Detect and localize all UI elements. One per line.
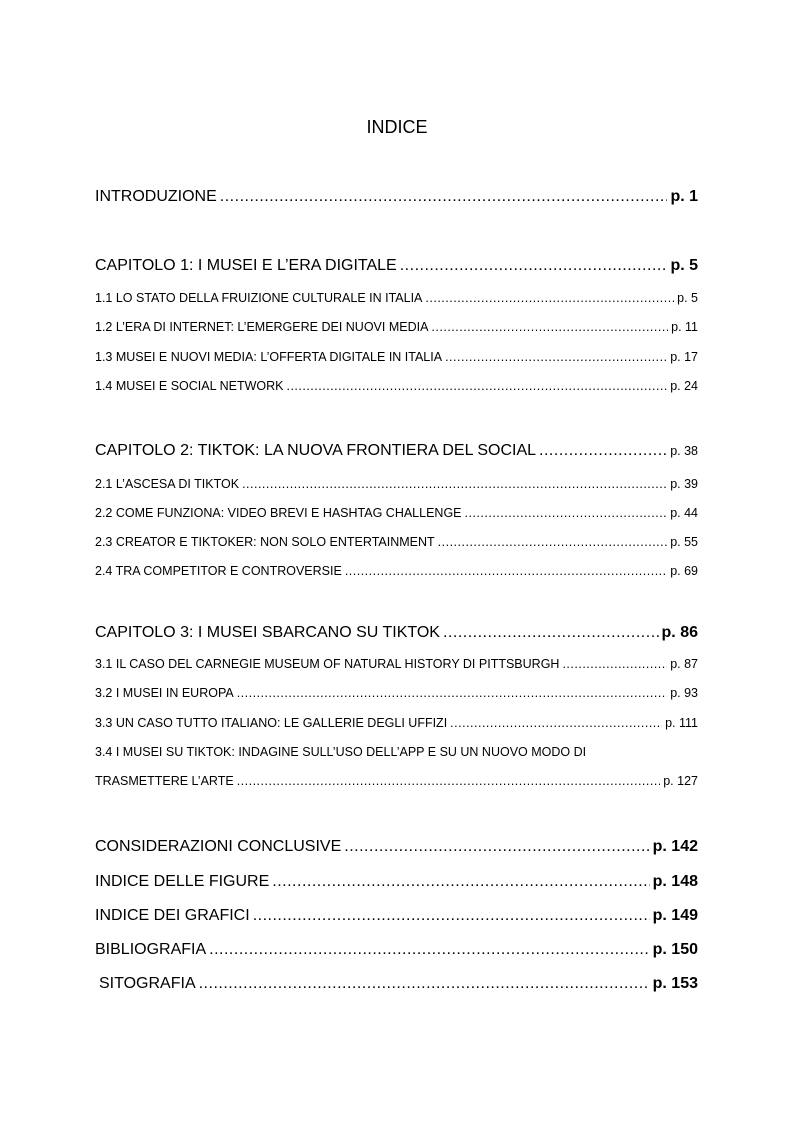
- toc-entry-page: p. 38: [670, 444, 698, 458]
- toc-entry-label: INDICE DEI GRAFICI: [95, 907, 250, 924]
- toc-entry-section-2-2[interactable]: [95, 506, 698, 524]
- dot-leader: [237, 774, 661, 788]
- toc-entry-label: 1.3 MUSEI E NUOVI MEDIA: L’OFFERTA DIGITALE IN ITALIA: [95, 350, 443, 364]
- page-title: INDICE: [366, 117, 428, 137]
- toc-entry-considerazioni[interactable]: [95, 838, 698, 860]
- toc-entry-label: CAPITOLO 1: I MUSEI E L’ERA DIGITALE: [95, 257, 397, 274]
- toc-entry-sitografia[interactable]: [99, 975, 698, 997]
- dot-leader: [562, 657, 667, 671]
- toc-entry-section-1-2[interactable]: [95, 320, 698, 338]
- dot-leader: [209, 941, 650, 959]
- dot-leader: [286, 379, 667, 393]
- toc-entry-page: p. 127: [663, 774, 698, 788]
- dot-leader: [400, 257, 668, 275]
- toc-entry-section-1-4[interactable]: [95, 379, 698, 397]
- dot-leader: [431, 320, 668, 334]
- dot-leader: [242, 477, 667, 491]
- toc-entry-page: p. 150: [652, 941, 698, 958]
- toc-entry-label: 1.2 L’ERA DI INTERNET: L’EMERGERE DEI NUOVI MEDIA: [95, 320, 429, 334]
- toc-entry-label: BIBLIOGRAFIA: [95, 941, 207, 958]
- toc-entry-page: p. 86: [661, 624, 698, 641]
- toc-entry-page: p. 111: [665, 716, 698, 730]
- toc-entry-page: p. 17: [670, 350, 698, 364]
- dot-leader: [344, 838, 649, 856]
- toc-entry-page: p. 5: [670, 257, 698, 274]
- dot-leader: [272, 873, 649, 891]
- toc-entry-page: p. 153: [652, 975, 698, 992]
- toc-entry-label: 2.1 L’ASCESA DI TIKTOK: [95, 477, 240, 491]
- toc-entry-section-3-2[interactable]: [95, 686, 698, 704]
- toc-entry-label: 1.4 MUSEI E SOCIAL NETWORK: [95, 379, 284, 393]
- dot-leader: [438, 535, 668, 549]
- toc-entry-label: 2.2 COME FUNZIONA: VIDEO BREVI E HASHTAG CHALLENGE: [95, 506, 462, 520]
- toc-entry-label: CONSIDERAZIONI CONCLUSIVE: [95, 838, 342, 855]
- dot-leader: [450, 716, 662, 730]
- toc-entry-label: 2.3 CREATOR E TIKTOKER: NON SOLO ENTERTAINMENT: [95, 535, 435, 549]
- toc-entry-chapter-2[interactable]: [95, 442, 698, 464]
- toc-entry-label: 3.3 UN CASO TUTTO ITALIANO: LE GALLERIE DEGLI UFFIZI: [95, 716, 448, 730]
- toc-entry-chapter-3[interactable]: [95, 624, 698, 646]
- toc-entry-introduzione[interactable]: [95, 188, 698, 210]
- dot-leader: [465, 506, 668, 520]
- toc-entry-section-2-3[interactable]: [95, 535, 698, 553]
- toc-entry-page: p. 44: [670, 506, 698, 520]
- toc-entry-page: p. 93: [670, 686, 698, 700]
- toc-entry-page: p. 55: [670, 535, 698, 549]
- toc-entry-section-1-3[interactable]: [95, 350, 698, 368]
- toc-entry-section-1-1[interactable]: [95, 291, 698, 309]
- toc-entry-page: p. 39: [670, 477, 698, 491]
- dot-leader: [443, 624, 659, 642]
- toc-entry-label: 3.2 I MUSEI IN EUROPA: [95, 686, 234, 700]
- toc-entry-page: p. 69: [670, 564, 698, 578]
- toc-entry-section-2-1[interactable]: [95, 477, 698, 495]
- toc-entry-label: SITOGRAFIA: [99, 975, 196, 992]
- toc-entry-bibliografia[interactable]: [95, 941, 698, 963]
- toc-entry-section-3-1[interactable]: [95, 657, 698, 675]
- toc-entry-label: INDICE DELLE FIGURE: [95, 873, 270, 890]
- toc-entry-indice-grafici[interactable]: [95, 907, 698, 929]
- toc-entry-label: 1.1 LO STATO DELLA FRUIZIONE CULTURALE IN ITALIA: [95, 291, 423, 305]
- dot-leader: [237, 686, 667, 700]
- toc-entry-label: 2.4 TRA COMPETITOR E CONTROVERSIE: [95, 564, 342, 578]
- dot-leader: [345, 564, 667, 578]
- dot-leader: [425, 291, 674, 305]
- dot-leader: [253, 907, 650, 925]
- toc-entry-page: p. 148: [652, 873, 698, 890]
- dot-leader: [445, 350, 667, 364]
- toc-entry-label: CAPITOLO 3: I MUSEI SBARCANO SU TIKTOK: [95, 624, 440, 641]
- toc-entry-page: p. 24: [670, 379, 698, 393]
- toc-entry-page: p. 5: [677, 291, 698, 305]
- toc-entry-label: 3.1 IL CASO DEL CARNEGIE MUSEUM OF NATURAL HISTORY DI PITTSBURGH: [95, 657, 560, 671]
- toc-entry-section-2-4[interactable]: [95, 564, 698, 582]
- toc-entry-chapter-1[interactable]: [95, 257, 698, 279]
- toc-entry-indice-figure[interactable]: [95, 873, 698, 895]
- toc-entry-page: p. 149: [652, 907, 698, 924]
- dot-leader: [539, 442, 667, 460]
- toc-entry-label: INTRODUZIONE: [95, 188, 217, 205]
- toc-entry-label: TRASMETTERE L’ARTE: [95, 774, 234, 788]
- dot-leader: [220, 188, 668, 206]
- toc-entry-label: CAPITOLO 2: TIKTOK: LA NUOVA FRONTIERA DEL SOCIAL: [95, 442, 537, 459]
- dot-leader: [199, 975, 650, 993]
- toc-entry-section-3-4-line1[interactable]: 3.4 I MUSEI SU TIKTOK: INDAGINE SULL’USO DELL’APP E SU UN NUOVO MODO DI: [95, 745, 587, 759]
- toc-entry-page: p. 1: [670, 188, 698, 205]
- toc-entry-section-3-3[interactable]: [95, 716, 698, 734]
- toc-entry-page: p. 87: [670, 657, 698, 671]
- toc-entry-section-3-4[interactable]: [95, 774, 698, 792]
- toc-entry-page: p. 142: [652, 838, 698, 855]
- toc-entry-page: p. 11: [671, 320, 698, 334]
